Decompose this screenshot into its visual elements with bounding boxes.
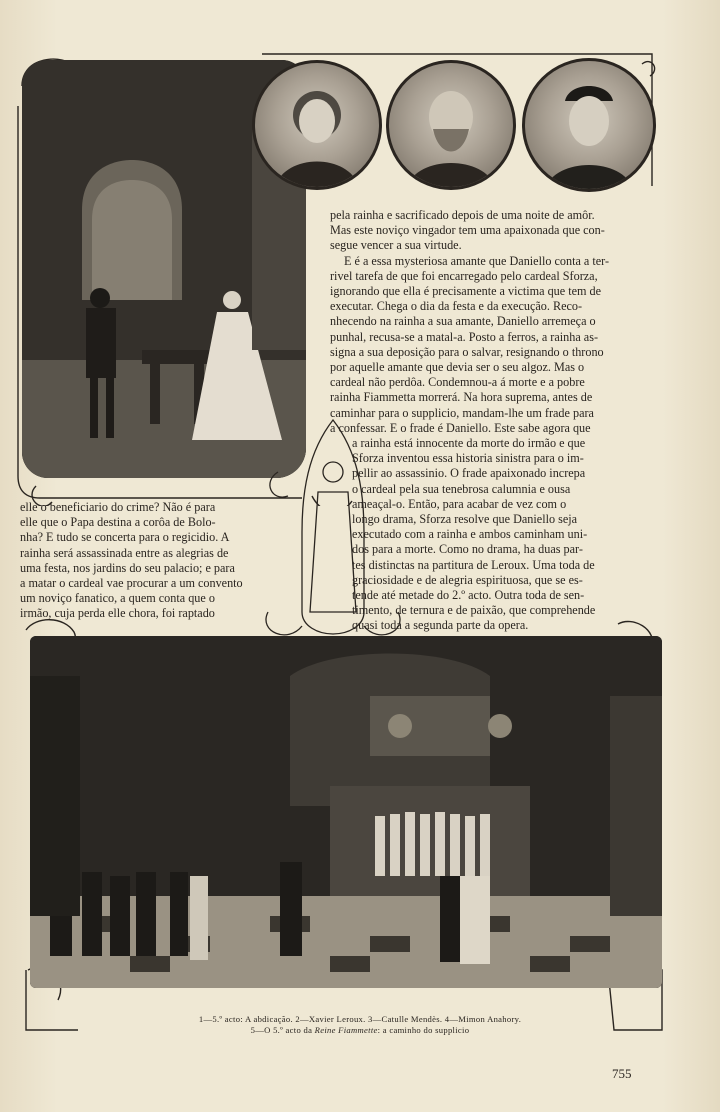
- portrait-catulle-mendes: [386, 60, 516, 190]
- photo-act5-procession: [30, 636, 662, 988]
- portrait-xavier-leroux: [252, 60, 382, 190]
- portrait-mimon-anahory: [522, 58, 656, 192]
- caption-line-1: 1—5.º acto: A abdicação. 2—Xavier Leroux. 3—Catulle Mendès. 4—Mimon Anahory.: [198, 1014, 522, 1024]
- caption-line-2: 5—O 5.º acto da Reine Fiammette: a caminho do supplicio: [250, 1025, 470, 1035]
- article-text-right: pela rainha e sacrificado depois de uma noite de amôr. Mas este noviço vingador tem uma apaixonada que con- segue vencer a sua virtude. E é a essa mysteriosa amante que Daniello conta a ter- rivel tarefa de que foi encarregado pelo cardeal Sforza, ignorando que ella é precisamente a victima que tem de executar. Chega o dia da festa e da execução. Reco- nhecendo na rainha a sua amante, Daniello arremeça o punhal, recusa-se a matal-a. Posto a ferros, a rainha as- signa a sua deposição para o salvar, resignando o throno por aquelle amante que devia ser o seu algoz. Mas o cardeal não perdôa. Condemnou-a á morte e a pobre rainha Fiammetta morrerá. Na hora suprema, antes de caminhar para o supplicio, mandam-lhe um frade para a confessar. E o frade é Daniello. Este sabe agora que: [330, 208, 610, 435]
- figure-caption: [60, 1014, 660, 1036]
- page-number: 755: [612, 1066, 632, 1081]
- procession-illustration: [30, 636, 662, 988]
- article-text-right-narrow: a rainha está innocente da morte do irmão e que Sforza inventou essa historia sinistra para o im- pellir ao assassinio. O frade apaixonado increpa o cardeal pela sua tenebrosa calumnia e ousa ameaçal-o. Então, para acabar de vez com o longo drama, Sforza resolve que Daniello seja executado com a rainha e ambos caminham uni- dos para a morte. Como no drama, ha duas par- tes distinctas na partitura de Leroux. Uma toda de graciosidade e de alegria espirituosa, que se es- tende até metade do 2.º acto. Outra toda de sen- timento, de ternura e de paixão, que comprehende quasi toda a segunda parte da opera.: [352, 436, 596, 633]
- article-text-left: elle o beneficiario do crime? Não é para elle que o Papa destina a corôa de Bolo- nha? E tudo se concerta para o regicidio. A rainha será assassinada entre as alegrias de uma festa, nos jardins do seu palacio; e para a matar o cardeal vae procurar a um convento um noviço fanatico, a quem conta que o irmão, cuja perda elle chora, foi raptado: [20, 500, 243, 621]
